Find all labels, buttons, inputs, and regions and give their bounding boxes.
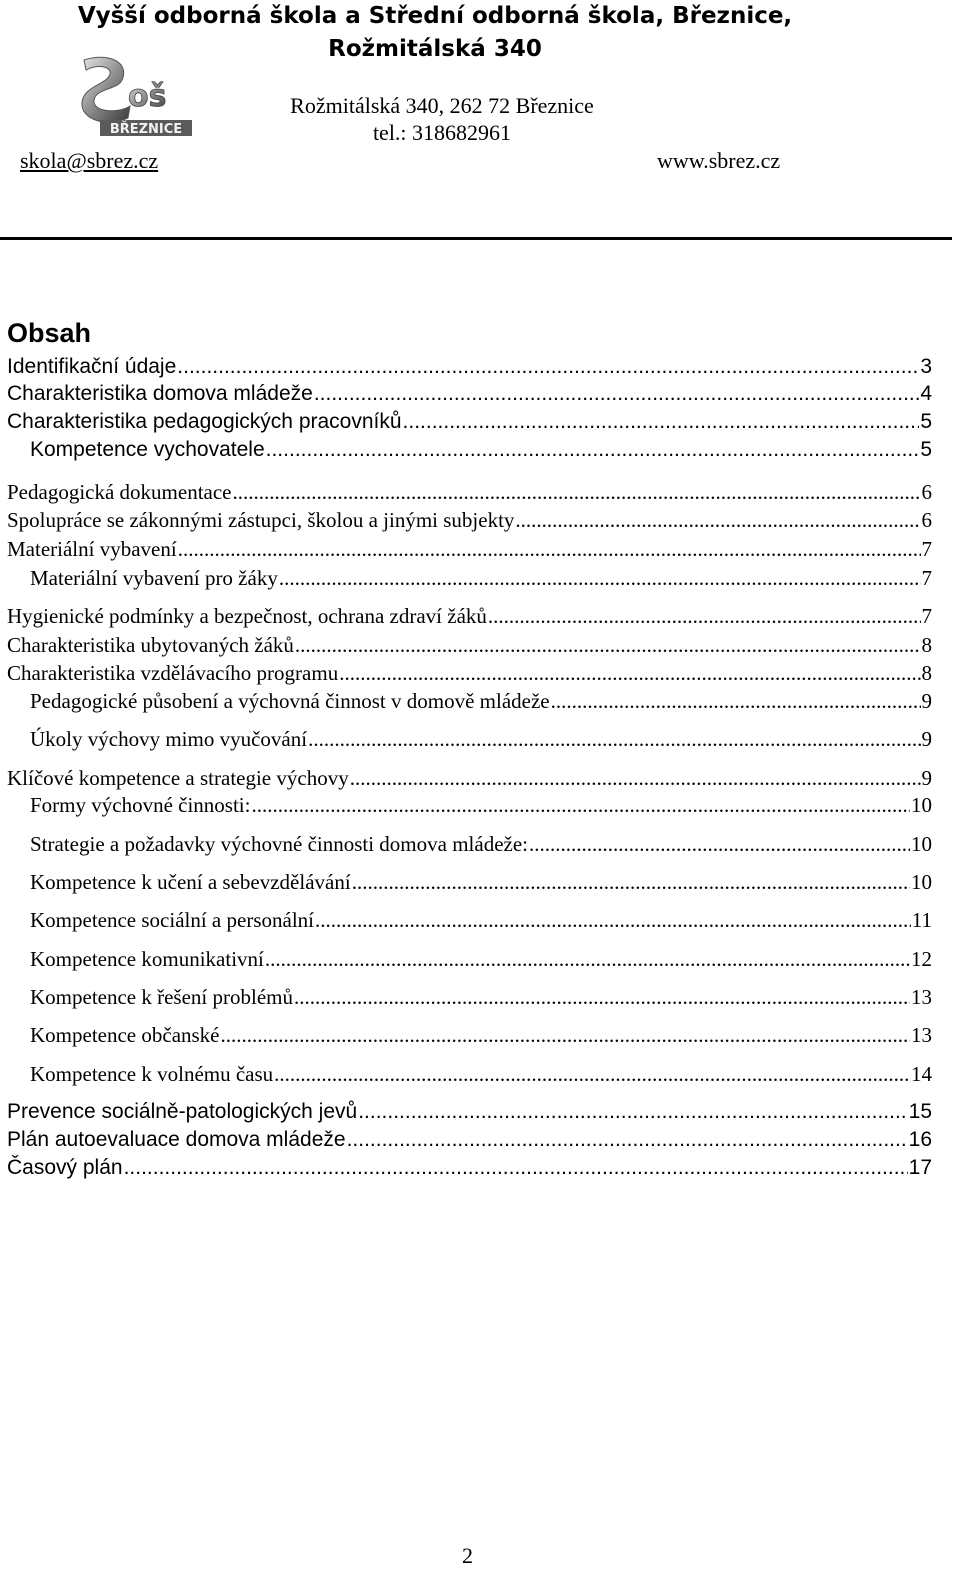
toc-entry-page: 9 xyxy=(921,766,932,790)
toc-entry-page: 16 xyxy=(908,1128,932,1151)
toc-entry-text: Identifikační údaje xyxy=(7,355,177,378)
toc-leader-dots xyxy=(251,792,910,818)
toc-leader-dots xyxy=(314,381,920,407)
website-text: www.sbrez.cz xyxy=(657,148,781,173)
toc-entry-text: Materiální vybavení xyxy=(7,537,177,561)
phone-line: tel.: 318682961 xyxy=(372,120,512,145)
toc-entry-text: Kompetence k řešení problémů xyxy=(30,985,293,1009)
toc-entry[interactable] xyxy=(7,660,932,686)
toc-entry[interactable] xyxy=(7,1155,932,1181)
toc-entry[interactable] xyxy=(30,1061,932,1087)
toc-entry-page: 7 xyxy=(921,604,932,628)
toc-entry-text: Materiální vybavení pro žáky xyxy=(30,566,278,590)
toc-entry-page: 9 xyxy=(921,727,932,751)
toc-entry-page: 7 xyxy=(921,566,932,590)
toc-entry[interactable] xyxy=(30,831,932,857)
toc-entry-text: Prevence sociálně-patologických jevů xyxy=(7,1100,358,1123)
toc-leader-dots xyxy=(295,632,921,658)
toc-entry-text: Formy výchovné činnosti: xyxy=(30,793,251,817)
toc-entry-text: Pedagogická dokumentace xyxy=(7,480,232,504)
toc-entry-text: Kompetence občanské xyxy=(30,1023,220,1047)
toc-entry-text: Charakteristika vzdělávacího programu xyxy=(7,661,339,685)
toc-entry-page: 10 xyxy=(911,870,932,894)
toc-leader-dots xyxy=(265,946,910,972)
toc-entry-page: 10 xyxy=(911,793,932,817)
toc-leader-dots xyxy=(350,765,921,791)
toc-entry-text: Strategie a požadavky výchovné činnosti domova mládeže: xyxy=(30,832,529,856)
toc-entry[interactable] xyxy=(30,792,932,818)
toc-entry[interactable] xyxy=(30,946,932,972)
toc-entry[interactable] xyxy=(30,437,932,463)
toc-leader-dots xyxy=(339,660,920,686)
toc-leader-dots xyxy=(488,603,921,629)
toc-entry[interactable] xyxy=(7,1099,932,1125)
toc-entry-page: 3 xyxy=(920,355,932,378)
toc-entry-page: 14 xyxy=(911,1062,932,1086)
toc-title: Obsah xyxy=(7,318,92,348)
toc-leader-dots xyxy=(551,688,921,714)
toc-entry[interactable] xyxy=(30,688,932,714)
toc-entry-page: 4 xyxy=(920,382,932,405)
school-name-line2: Rožmitálská 340 xyxy=(328,36,542,62)
toc-entry-page: 12 xyxy=(911,947,932,971)
school-name-line1: Vyšší odborná škola a Střední odborná škola, Březnice, xyxy=(77,3,793,29)
toc-entry-text: Úkoly výchovy mimo vyučování xyxy=(30,727,308,751)
toc-leader-dots xyxy=(403,409,920,435)
toc-entry[interactable] xyxy=(30,565,932,591)
toc-entry[interactable] xyxy=(7,409,932,435)
toc-leader-dots xyxy=(274,1061,910,1087)
toc-entry[interactable] xyxy=(7,765,932,791)
toc-leader-dots xyxy=(308,726,920,752)
toc-entry-page: 15 xyxy=(908,1100,932,1123)
toc-entry-text: Kompetence komunikativní xyxy=(30,947,264,971)
toc-leader-dots xyxy=(358,1099,907,1125)
toc-entry-text: Plán autoevaluace domova mládeže xyxy=(7,1128,346,1151)
svg-text:oš: oš xyxy=(128,79,167,114)
toc-entry[interactable] xyxy=(7,479,932,505)
toc-entry-text: Spolupráce se zákonnými zástupci, školou a jinými subjekty xyxy=(7,508,515,532)
toc-entry-page: 10 xyxy=(911,832,932,856)
toc-entry-page: 6 xyxy=(921,508,932,532)
toc-entry-page: 5 xyxy=(920,438,932,461)
toc-entry[interactable] xyxy=(30,1022,932,1048)
toc-entry-text: Kompetence k volnému času xyxy=(30,1062,274,1086)
toc-entry-page: 17 xyxy=(908,1156,932,1179)
toc-entry[interactable] xyxy=(7,1127,932,1153)
toc-entry-text: Kompetence sociální a personální xyxy=(30,908,314,932)
toc-entry[interactable] xyxy=(30,869,932,895)
toc-entry-text: Charakteristika domova mládeže xyxy=(7,382,313,405)
toc-leader-dots xyxy=(221,1022,910,1048)
toc-leader-dots xyxy=(352,869,910,895)
page-number: 2 xyxy=(462,1543,473,1568)
toc-entry-text: Kompetence k učení a sebevzdělávání xyxy=(30,870,351,894)
toc-entry-page: 6 xyxy=(921,480,932,504)
toc-entry-page: 8 xyxy=(921,661,932,685)
toc-leader-dots xyxy=(515,507,920,533)
toc-leader-dots xyxy=(294,984,910,1010)
toc-leader-dots xyxy=(177,354,919,380)
toc-entry-page: 13 xyxy=(911,985,932,1009)
toc-entry-page: 7 xyxy=(921,537,932,561)
toc-entry-page: 5 xyxy=(920,410,932,433)
toc-leader-dots xyxy=(266,437,920,463)
toc-leader-dots xyxy=(315,907,911,933)
svg-text:BŘEZNICE: BŘEZNICE xyxy=(109,122,183,137)
toc-entry[interactable] xyxy=(7,507,932,533)
toc-entry-text: Hygienické podmínky a bezpečnost, ochrana zdraví žáků xyxy=(7,604,487,628)
toc-entry-text: Charakteristika pedagogických pracovníků xyxy=(7,410,402,433)
toc-entry-page: 11 xyxy=(911,908,932,932)
toc-entry[interactable] xyxy=(30,726,932,752)
address-line: Rožmitálská 340, 262 72 Březnice xyxy=(290,93,594,118)
toc-entry-text: Charakteristika ubytovaných žáků xyxy=(7,633,294,657)
toc-entry-page: 8 xyxy=(921,633,932,657)
toc-entry-text: Pedagogické působení a výchovná činnost v domově mládeže xyxy=(30,689,550,713)
toc-leader-dots xyxy=(529,831,910,857)
toc-entry[interactable] xyxy=(30,907,932,933)
email-link[interactable]: skola@sbrez.cz xyxy=(20,148,159,173)
toc-entry[interactable] xyxy=(7,354,932,380)
toc-leader-dots xyxy=(347,1127,908,1153)
toc-entry[interactable] xyxy=(7,603,932,629)
toc-entry[interactable] xyxy=(7,381,932,407)
toc-entry-text: Klíčové kompetence a strategie výchovy xyxy=(7,766,349,790)
toc-entry[interactable] xyxy=(7,536,932,562)
toc-entry-page: 9 xyxy=(921,689,932,713)
toc-entry-page: 13 xyxy=(911,1023,932,1047)
toc-entry[interactable] xyxy=(30,984,932,1010)
toc-entry-text: Kompetence vychovatele xyxy=(30,438,265,461)
toc-leader-dots xyxy=(233,479,921,505)
toc-entry-text: Časový plán xyxy=(7,1156,123,1179)
toc-leader-dots xyxy=(178,536,921,562)
toc-leader-dots xyxy=(279,565,921,591)
toc-leader-dots xyxy=(124,1155,908,1181)
toc-entry[interactable] xyxy=(7,632,932,658)
